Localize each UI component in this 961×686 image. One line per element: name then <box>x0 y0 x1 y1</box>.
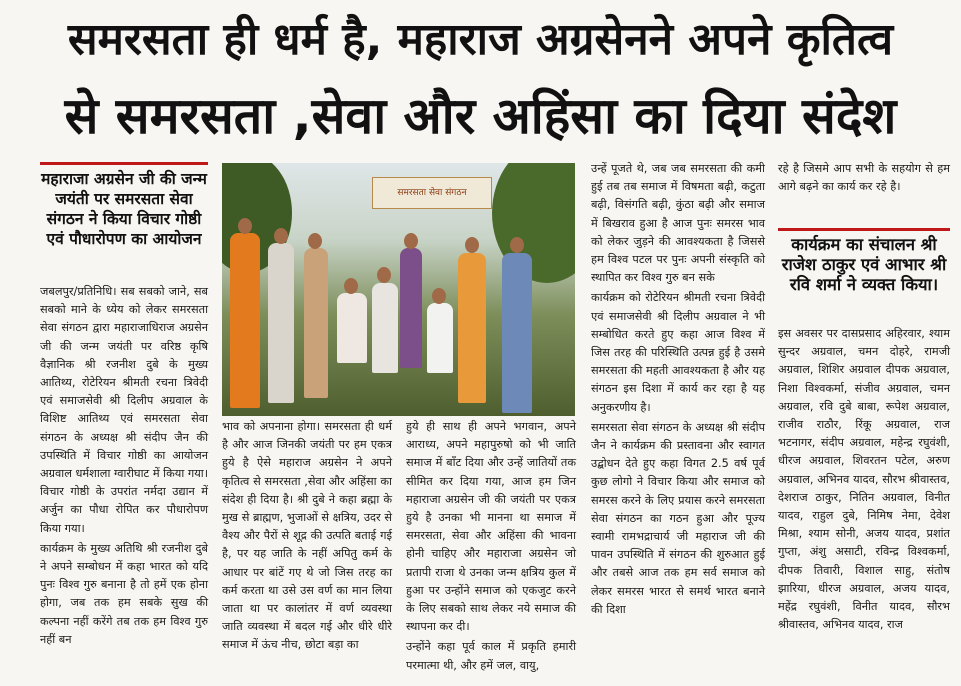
paragraph: समरसता सेवा संगठन के अध्यक्ष श्री संदीप जैन ने कार्यक्रम की प्रस्तावना और स्वागत उद्बोधन देते हुए कहा विगत 2.5 वर्ष पूर्व कुछ लोगो ने विचार किया और समाज को समरस करने के लिए प्रयास करने समरसता सेवा संगठन का गठन हुआ और पूज्य स्वामी रामभद्राचार्य जी महाराज जी की पावन उपस्थिति में संगठन की शुरुआत हुई और तबसे आज तक हम सर्व समाज को लेकर समरस भारत से समर्थ भारत बनाने की दिशा <box>591 420 765 616</box>
news-photo <box>222 163 575 416</box>
subheading-left: महाराजा अग्रसेन जी की जन्म जयंती पर समरसता सेवा संगठन ने किया विचार गोष्ठी एवं पौधारोपण का आयोजन <box>40 162 208 249</box>
headline-line-1: समरसता ही धर्म है, महाराज अग्रसेनने अपने कृतित्व <box>67 14 894 65</box>
paragraph: कार्यक्रम के मुख्य अतिथि श्री रजनीश दुबे ने अपने सम्बोधन में कहा भारत को यदि पुनः विश्व गुरु बनाना है तो हमें एक होना होगा, जब तक हम सबके सुख की कल्पना नहीं करेंगे तब तक हम विश्व गुरु नहीं बन <box>40 541 208 646</box>
column-4 <box>591 160 765 621</box>
paragraph: रहे है जिसमे आप सभी के सहयोग से हम आगे बढ़ने का कार्य कर रहे है। <box>778 162 950 194</box>
column-2 <box>222 418 392 657</box>
headline-line-2: से समरसता ,सेवा और अहिंसा का दिया संदेश <box>64 87 897 145</box>
column-1 <box>40 283 208 651</box>
column-5-bottom <box>778 325 950 636</box>
paragraph: हुये ही साथ ही अपने भगवान, अपने आराध्य, अपने महापुरुषो को भी जाति समाज में बाँट दिया और उन्हें जातियों तक सीमित कर दिया गया, आज हम जिन महाराजा अग्रसेन जी की जयंती पर एकत्र हुये है उनका भी मानना था समाज में समरसता, सेवा और अहिंसा की भावना होनी चाहिए और महाराजा अग्रसेन जो प्रतापी राजा थे उनका जन्म क्षत्रिय कुल में हुआ पर उन्होंने समाज को एकजुट करने के लिए सबको साथ लेकर नये समाज की स्थापना कर दी। <box>406 420 576 634</box>
paragraph: भाव को अपनाना होगा। समरसता ही धर्म है और आज जिनकी जयंती पर हम एकत्र हुये है ऐसे महाराज अग्रसेन ने अपने कृतित्व से समरसता ,सेवा और अहिंसा का संदेश ही दिया है। श्री दुबे ने कहा ब्रह्मा के मुख से ब्राह्मण, भुजाओं से क्षत्रिय, उदर से वैश्य और पैरों से शूद्र की उत्पति बताई गई है, पर यह जाति के नहीं अपितु कर्म के आधार पर बांटें गए थे जो जिस तरह का कर्म करता था उसे उस वर्ण का मान लिया जाता था पर कालांतर में वर्ण व्यवस्था जाति व्यवस्था में बदल गई और धीरे धीरे समाज में ऊंच नीच, छोटा बड़ा का <box>222 420 392 652</box>
paragraph: कार्यक्रम को रोटेरियन श्रीमती रचना त्रिवेदी एवं समाजसेवी श्री दिलीप अग्रवाल ने भी सम्बोधित करते हुए कहा आज विश्व में जिस तरह की परिस्थिति उत्पन्न हुई है उसमे समरसता की महती आवश्यकता है और यह संगठन इस दिशा में कार्य कर रहा है यह अनुकरणीय है। <box>591 291 765 414</box>
column-3 <box>406 418 576 677</box>
subheading-right: कार्यक्रम का संचालन श्री राजेश ठाकुर एवं आभार श्री रवि शर्मा ने व्यक्त किया। <box>778 228 950 295</box>
paragraph: जबलपुर/प्रतिनिधि। सब सबको जाने, सब सबको माने के ध्येय को लेकर समरसता सेवा संगठन द्वारा महाराजाधिराज अग्रसेन जी की जन्म जयंती पर वरिष्ठ कृषि वैज्ञानिक श्री रजनीश दुबे के मुख्य आतिथ्य, रोटेरियन श्रीमती रचना त्रिवेदी एवं समाजसेवी श्री दिलीप अग्रवाल के विशिष्ट आतिथ्य एवं समरसता सेवा संगठन के अध्यक्ष श्री संदीप जैन की उपस्थिति में विचार गोष्ठी का आयोजन अग्रवाल धर्मशाला ग्वारीघाट में किया गया। विचार गोष्ठी के उपरांत नर्मदा उद्यान में अर्जुन का पौधा रोपित कर पौधारोपण किया गया। <box>40 285 208 535</box>
paragraph: उन्हें पूजते थे, जब जब समरसता की कमी हुई तब तब समाज में विषमता बढ़ी, कटुता बढ़ी, विसंगति बढ़ी, कुंठा बढ़ी और समाज में बिखराव हुआ है आज पुनः समरस भाव को लेकर जुड़ने की आवश्यकता है जिससे हम विश्व पटल पर पुनः अपनी संस्कृति को स्थापित कर विश्व गुरु बन सके <box>591 162 765 285</box>
paragraph: उन्होंने कहा पूर्व काल में प्रकृति हमारी परमात्मा थी, और हमें जल, वायु, <box>406 640 576 672</box>
photo-banner: समरसता सेवा संगठन <box>372 177 492 209</box>
column-5-top <box>778 160 950 198</box>
paragraph: इस अवसर पर दासप्रसाद अहिरवार, श्याम सुन्दर अग्रवाल, चमन दोहरे, रामजी अग्रवाल, शिशिर अग्रवाल दीपक अग्रवाल, निशा विश्वकर्मा, संजीव अग्रवाल, चमन अग्रवाल, रवि दुबे बाबा, रूपेश अग्रवाल, राजीव राठौर, रिंकू अग्रवाल, राज भटनागर, संदीप अग्रवाल, महेन्द्र रघुवंशी, धीरज अग्रवाल, शिवरतन पटेल, अरुण अग्रवाल, अभिनव यादव, सौरभ श्रीवास्तव, देशराज ठाकुर, नितिन अग्रवाल, विनीत यादव, राहुल दुबे, निमिष नेमा, देवेश मिश्रा, श्याम सोनी, अजय यादव, प्रशांत गुप्ता, अंशु असाटी, रविन्द्र विश्वकर्मा, दीपक तिवारी, विशाल साहु, संतोष झारिया, धीरज अग्रवाल, अजय यादव, महेंद्र रघुवंशी, विनीत यादव, सौरभ श्रीवास्तव, अभिनव यादव, राज <box>778 327 950 632</box>
headline <box>0 0 961 158</box>
